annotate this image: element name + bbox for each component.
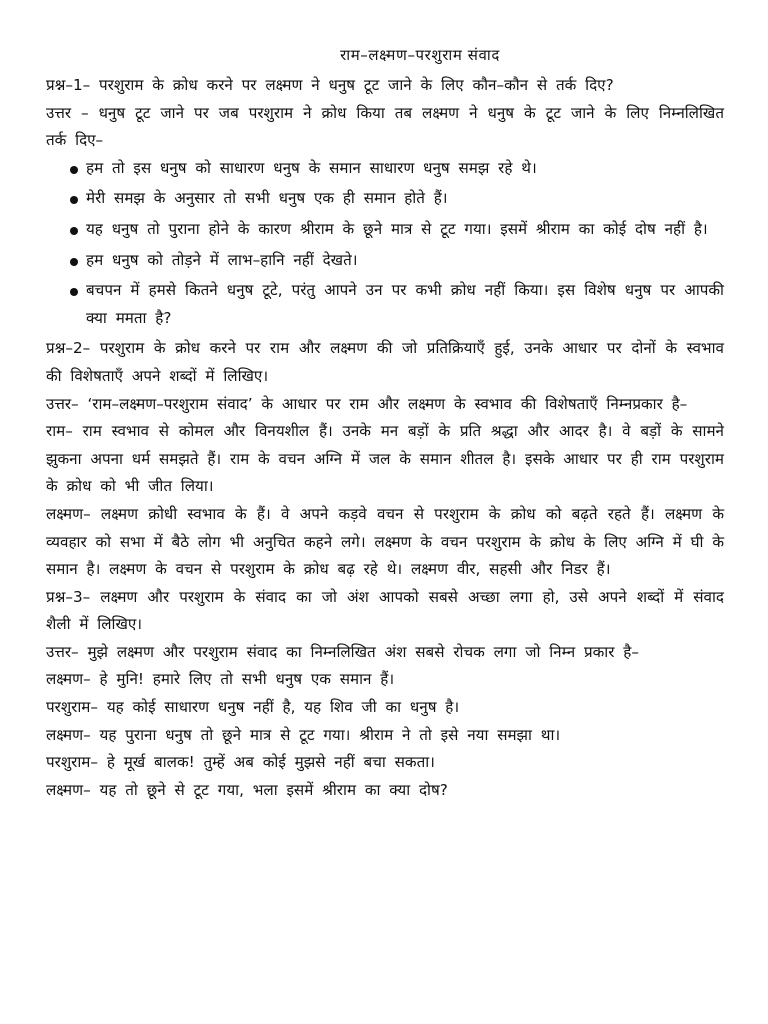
bullet-dot-icon [70,196,78,204]
bullet-item [70,216,724,244]
question-1: प्रश्न–1– परशुराम के क्रोध करने पर लक्ष्मण ने धनुष टूट जाने के लिए कौन–कौन से तर्क दिए? [46,76,614,94]
bullet-dot-icon [70,166,78,174]
bullet-text: हम धनुष को तोड़ने में लाभ–हानि नहीं देखते। [86,250,358,269]
bullet-text: यह धनुष तो पुराना होने के कारण श्रीराम के छूने मात्र से टूट गया। इसमें श्रीराम का कोई दोष नहीं है। [86,219,708,238]
dialogue-line: लक्ष्मण– यह पुराना धनुष तो छूने मात्र से टूट गया। श्रीराम ने तो इसे नया समझा था। [46,725,561,744]
bullet-item [70,247,724,275]
dialogue-line: परशुराम– यह कोई साधारण धनुष नहीं है, यह शिव जी का धनुष है। [46,698,460,717]
bullet-text: मेरी समझ के अनुसार तो सभी धनुष एक ही समान होते हैं। [86,189,448,208]
question-2: प्रश्न–2– परशुराम के क्रोध करने पर राम और लक्ष्मण की जो प्रतिक्रियाएँ हुई, उनके आधार पर दोनों के स्वभाव की विशेषताएँ अपने शब्दों में लिखिए। [46,339,724,385]
answer-2-intro: उत्तर– ‘राम–लक्ष्मण–परशुराम संवाद’ के आधार पर राम और लक्ष्मण के स्वभाव की विशेषताएँ निम्नप्रकार है– [46,394,688,413]
bullet-item [70,277,724,332]
question-3: प्रश्न–3– लक्ष्मण और परशुराम के संवाद का जो अंश आपको सबसे अच्छा लगा हो, उसे अपने शब्दों में संवाद शैली में लिखिए। [46,587,724,634]
dialogue-line: लक्ष्मण– हे मुनि! हमारे लिए तो सभी धनुष एक समान हैं। [46,670,395,689]
dialogue-line: परशुराम– हे मूर्ख बालक! तुम्हें अब कोई मुझसे नहीं बचा सकता। [46,753,435,772]
answer-3-intro: उत्तर– मुझे लक्ष्मण और परशुराम संवाद का निम्नलिखित अंश सबसे रोचक लगा जो निम्न प्रकार है– [46,642,639,661]
bullet-dot-icon [70,227,78,235]
document-title: राम–लक्ष्मण–परशुराम संवाद [340,46,500,64]
bullet-item [70,185,724,213]
answer-2-lakshman: लक्ष्मण– लक्ष्मण क्रोधी स्वभाव के हैं। वे अपने कड़वे वचन से परशुराम के क्रोध को बढ़ते रहते हैं। लक्ष्मण के व्यवहार को सभा में बैठे लोग भी अनुचित कहने लगे। लक्ष्मण के वचन परशुराम के क्रोध के लिए अग्नि में घी के समान है। लक्ष्मण के वचन से परशुराम के क्रोध बढ़ रहे थे। लक्ष्मण वीर, सहसी और निडर हैं। [46,504,724,579]
bullet-dot-icon [70,288,78,296]
answer-1-bullet-list [46,155,724,333]
dialogue-line: लक्ष्मण– यह तो छूने से टूट गया, भला इसमें श्रीराम का क्या दोष? [46,780,448,799]
answer-1-intro: उत्तर – धनुष टूट जाने पर जब परशुराम ने क्रोध किया तब लक्ष्मण ने धनुष के टूट जाने के लिए निम्नलिखित तर्क दिए– [46,103,724,150]
bullet-dot-icon [70,258,78,266]
bullet-text: हम तो इस धनुष को साधारण धनुष के समान साधारण धनुष समझ रहे थे। [86,158,537,177]
bullet-item [70,155,724,183]
answer-2-ram: राम– राम स्वभाव से कोमल और विनयशील हैं। उनके मन बड़ों के प्रति श्रद्धा और आदर है। वे बड़ों के सामने झुकना अपना धर्म समझते हैं। राम के वचन अग्नि में जल के समान शीतल है। इसके आधार पर ही राम परशुराम के क्रोध को भी जीत लिया। [46,422,724,496]
bullet-text: बचपन में हमसे कितने धनुष टूटे, परंतु आपने उन पर कभी क्रोध नहीं किया। इस विशेष धनुष पर आपकी क्या ममता है? [86,281,724,327]
